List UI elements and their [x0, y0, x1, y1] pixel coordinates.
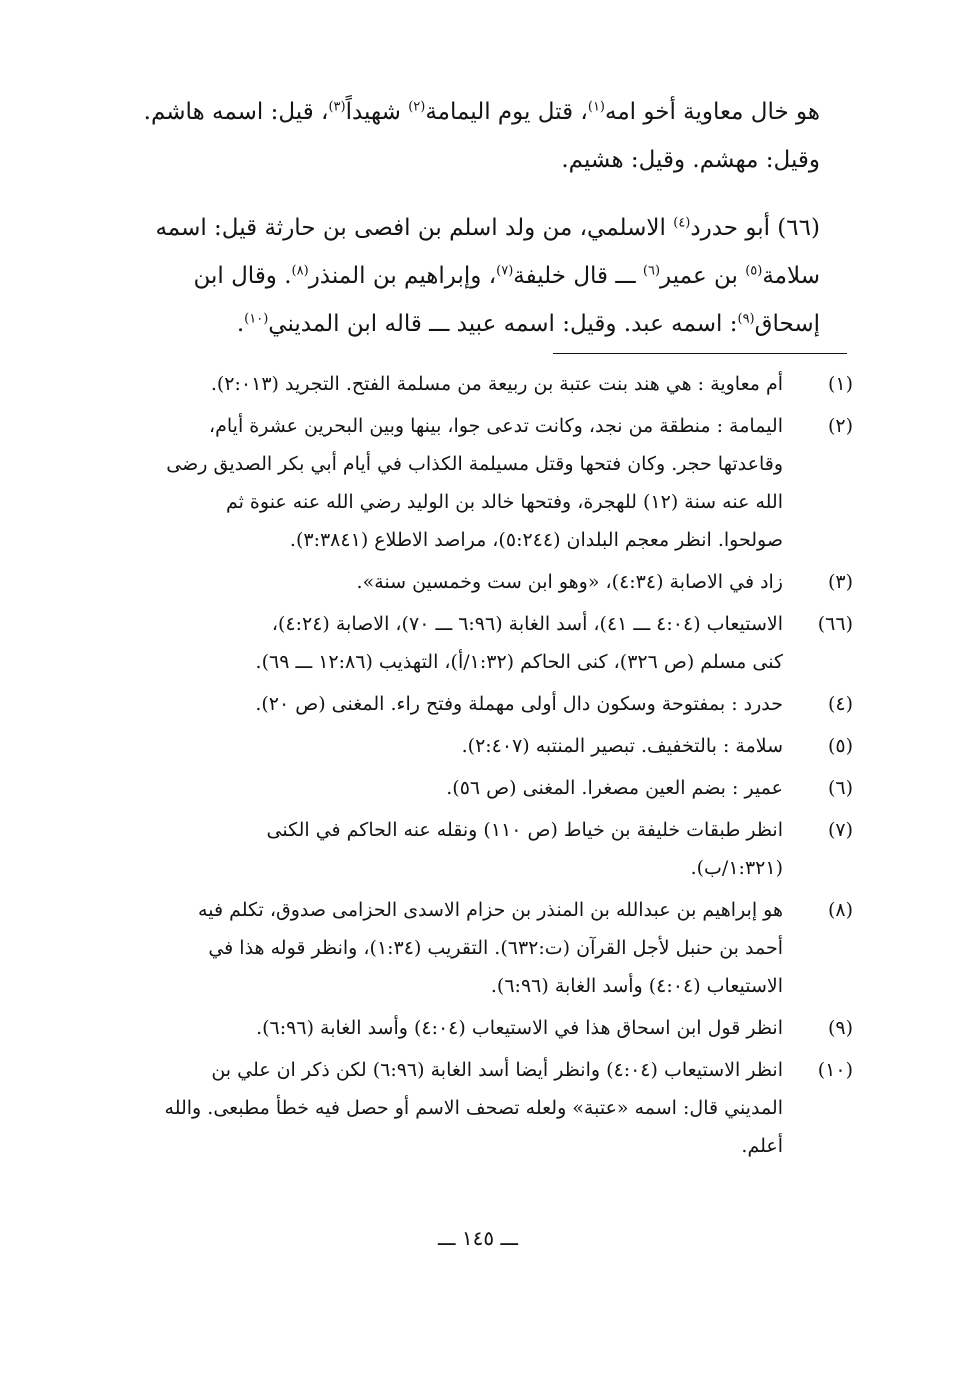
footnote-5 — [108, 727, 853, 765]
footnote-66 — [108, 605, 853, 681]
main-paragraph-1 — [108, 88, 820, 184]
footnote-number: (٧) — [827, 819, 853, 841]
page-number: ـــ ١٤٥ ـــ — [437, 1226, 519, 1250]
footnote-line: وقاعدتها حجر. وكان فتحها وقتل مسيلمة الكذاب في أيام أبي بكر الصديق رضى — [166, 453, 783, 475]
text-line: وقيل: مهشم. وقيل: هشيم. — [561, 147, 820, 173]
footnote-divider — [553, 353, 847, 354]
footnote-line: حدرد : بمفتوحة وسكون دال أولى مهملة وفتح راء. المغنى (ص ٢٠). — [255, 693, 783, 715]
footnote-number: (٤) — [827, 693, 853, 715]
footnote-line: أحمد بن حنبل لأجل القرآن (ت:٦٣٢). التقريب (١:٣٤)، وانظر قوله هذا في — [208, 937, 783, 959]
footnote-3 — [108, 563, 853, 601]
footnote-line: زاد في الاصابة (٤:٣٤)، «وهو ابن ست وخمسين سنة». — [356, 571, 783, 593]
footnote-line: الاستيعاب (٤:٠٤ ـــ ٤١)، أسد الغابة (٦:٩٦ ـــ ٧٠)، الاصابة (٤:٢٤)، — [271, 613, 783, 635]
footnote-line: كنى مسلم (ص ٣٢٦)، كنى الحاكم (١:٣٢/أ)، التهذيب (١٢:٨٦ ـــ ٦٩). — [255, 651, 783, 673]
footnote-4 — [108, 685, 853, 723]
text-line: إسحاق$^{(٩)}$: اسمه عبد. وقيل: اسمه عبيد ـــ قاله ابن المديني$^{(١٠)}$. — [236, 311, 820, 337]
footnotes — [108, 365, 853, 1169]
footnote-line: الله عنه سنة (١٢) للهجرة، وفتحها خالد بن الوليد رضي الله عنه عنوة ثم — [225, 491, 783, 513]
footnote-2 — [108, 407, 853, 559]
footnote-line: أم معاوية : هي هند بنت عتبة بن ربيعة من مسلمة الفتح. التجريد (٢:٠١٣). — [210, 373, 783, 395]
footnote-line: الاستيعاب (٤:٠٤) وأسد الغابة (٦:٩٦). — [490, 975, 783, 997]
text-line: هو خال معاوية أخو امه$^{(١)}$، قتل يوم اليمامة$^{(٢)}$ شهيداً$^{(٣)}$، قيل: اسمه هاشم. — [143, 99, 820, 125]
footnote-line: هو إبراهيم بن عبدالله بن المنذر بن حزام الاسدى الحزامى صدوق، تكلم فيه — [198, 899, 783, 921]
footnote-line: انظر طبقات خليفة بن خياط (ص ١١٠) ونقله عنه الحاكم في الكنى — [266, 819, 783, 841]
footnote-6 — [108, 769, 853, 807]
footnote-9 — [108, 1009, 853, 1047]
text-line: (٦٦) أبو حدرد$^{(٤)}$ الاسلمي، من ولد اسلم بن افصى بن حارثة قيل: اسمه — [155, 215, 820, 241]
footnote-line: صولحوا. انظر معجم البلدان (٥:٢٤٤)، مراصد الاطلاع (٣:٣٨٤١). — [289, 529, 783, 551]
footnote-line: انظر قول ابن اسحاق هذا في الاستيعاب (٤:٠٤) وأسد الغابة (٦:٩٦). — [256, 1017, 783, 1039]
footnote-number: (٢) — [827, 415, 853, 437]
footnote-line: اليمامة : منطقة من نجد، وكانت تدعى جوا، بينها وبين البحرين عشرة أيام، — [208, 415, 783, 437]
footnote-1 — [108, 365, 853, 403]
footnote-number: (١٠) — [817, 1059, 853, 1081]
footnote-line: (١:٣٢١/ب). — [690, 857, 783, 879]
footnote-line: عمير : بضم العين مصغرا. المغنى (ص ٥٦). — [446, 777, 783, 799]
footnote-10 — [108, 1051, 853, 1165]
footnote-7 — [108, 811, 853, 887]
footnote-8 — [108, 891, 853, 1005]
footnote-number: (٣) — [827, 571, 853, 593]
footnote-number: (٦) — [827, 777, 853, 799]
main-paragraph-2 — [108, 204, 820, 348]
footnote-line: سلامة : بالتخفيف. تبصير المنتبه (٢:٤٠٧). — [461, 735, 783, 757]
footnote-number: (٨) — [827, 899, 853, 921]
footnote-line: المديني قال: اسمه «عتبة» ولعله تصحف الاسم أو حصل فيه خطأ مطبعى. والله — [164, 1097, 783, 1119]
text-line: سلامة$^{(٥)}$ بن عمير$^{(٦)}$ ـــ قال خليفة$^{(٧)}$، وإبراهيم بن المنذر$^{(٨)}$. وقال ابن — [193, 263, 820, 289]
footnote-number: (٥) — [827, 735, 853, 757]
footnote-number: (١) — [827, 373, 853, 395]
footnote-line: انظر الاستيعاب (٤:٠٤) وانظر أيضا أسد الغابة (٦:٩٦) لكن ذكر ان علي بن — [211, 1059, 783, 1081]
footnote-number: (٩) — [827, 1017, 853, 1039]
footnote-line: أعلم. — [741, 1135, 783, 1157]
footnote-number: (٦٦) — [817, 613, 853, 635]
